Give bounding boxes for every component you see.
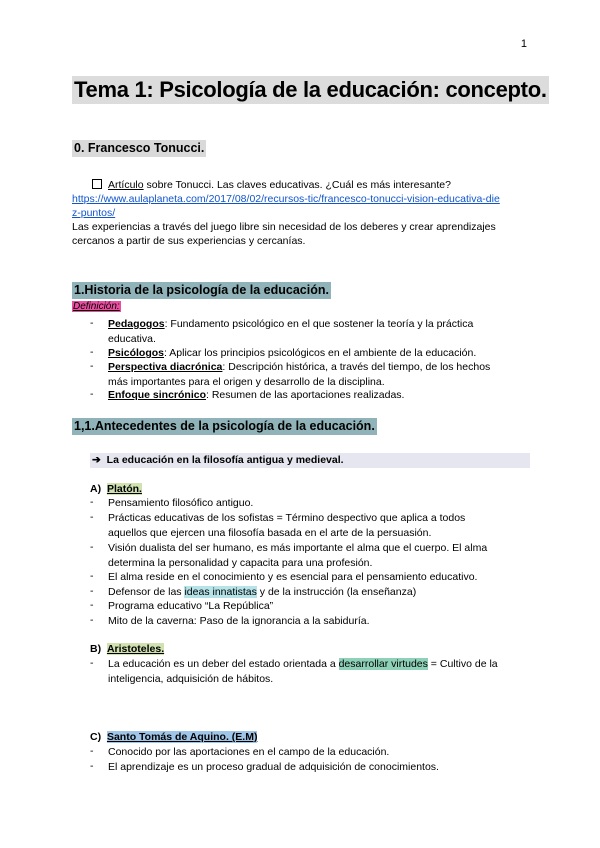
checkbox-item-text: sobre Tonucci. Las claves educativas. ¿Cuál es más interesante? xyxy=(143,179,451,191)
bullet-dash: - xyxy=(90,614,94,626)
bullet-dash: - xyxy=(90,570,94,582)
list-item: Mito de la caverna: Paso de la ignorancia a la sabiduría. xyxy=(108,615,370,627)
bullet-dash: - xyxy=(90,745,94,757)
section-heading-historia: 1.Historia de la psicología de la educación. xyxy=(74,283,329,297)
paragraph-line2: cercanos a partir de sus experiencias y cercanías. xyxy=(72,235,306,247)
article-word: Artículo xyxy=(108,179,144,191)
list-item: Pensamiento filosófico antiguo. xyxy=(108,497,254,509)
list-item: La educación es un deber del estado orientada a desarrollar virtudes = Cultivo de la inteligencia, adquisición de hábitos. xyxy=(108,658,498,685)
arrow-item: ➔ La educación en la filosofía antigua y medieval. xyxy=(90,453,530,468)
bullet-dash: - xyxy=(90,760,94,772)
list-item: Programa educativo “La República” xyxy=(108,600,274,612)
checkbox-item xyxy=(92,178,548,192)
bullet-dash: - xyxy=(90,346,94,358)
list-item: Conocido por las aportaciones en el campo de la educación. xyxy=(108,746,390,758)
list-item: Enfoque sincrónico: Resumen de las aportaciones realizadas. xyxy=(108,389,405,401)
definition-label: Definición: xyxy=(73,301,120,312)
article-link-line2[interactable]: z-puntos/ xyxy=(72,207,116,219)
checkbox-icon[interactable] xyxy=(92,179,102,189)
page-number: 1 xyxy=(520,38,527,50)
article-link-line1[interactable]: https://www.aulaplaneta.com/2017/08/02/recursos-tic/francesco-tonucci-vision-educativa-die xyxy=(72,193,500,205)
bullet-dash: - xyxy=(90,496,94,508)
bullet-dash: - xyxy=(90,541,94,553)
section-heading-tonucci: 0. Francesco Tonucci. xyxy=(74,141,205,155)
paragraph-line1: Las experiencias a través del juego libre sin necesidad de los deberes y crear aprendizajes xyxy=(72,221,496,233)
list-item: Pedagogos: Fundamento psicológico en el que sostener la teoría y la práctica educativa. xyxy=(108,318,474,345)
page-title: Tema 1: Psicología de la educación: concepto. xyxy=(74,77,547,102)
list-item: El aprendizaje es un proceso gradual de adquisición de conocimientos. xyxy=(108,761,439,773)
bullet-dash: - xyxy=(90,657,94,669)
bullet-dash: - xyxy=(90,585,94,597)
bullet-dash: - xyxy=(90,317,94,329)
list-item: Prácticas educativas de los sofistas = Término despectivo que aplica a todos aquellos que ejercen una filosofía basada en el arte de la persuasión. xyxy=(108,512,466,539)
bullet-dash: - xyxy=(90,388,94,400)
list-item: Defensor de las ideas innatistas y de la instrucción (la enseñanza) xyxy=(108,586,417,598)
bullet-dash: - xyxy=(90,599,94,611)
subsection-santo-tomas: C) Santo Tomás de Aquino. (E.M) xyxy=(90,731,258,743)
list-item: El alma reside en el conocimiento y es esencial para el pensamiento educativo. xyxy=(108,571,478,583)
arrow-icon: ➔ xyxy=(92,454,101,466)
list-item: Visión dualista del ser humano, es más importante el alma que el cuerpo. El alma determina la personalidad y capacita para una profesión. xyxy=(108,542,488,569)
list-item: Psicólogos: Aplicar los principios psicológicos en el ambiente de la educación. xyxy=(108,347,477,359)
bullet-dash: - xyxy=(90,511,94,523)
list-item: Perspectiva diacrónica: Descripción histórica, a través del tiempo, de los hechos más importantes para el origen y desarrollo de la disciplina. xyxy=(108,361,491,388)
section-heading-antecedentes: 1,1.Antecedentes de la psicología de la educación. xyxy=(74,419,375,433)
subsection-platon: A) Platón. xyxy=(90,483,142,495)
bullet-dash: - xyxy=(90,360,94,372)
subsection-aristoteles: B) Aristoteles. xyxy=(90,643,165,655)
